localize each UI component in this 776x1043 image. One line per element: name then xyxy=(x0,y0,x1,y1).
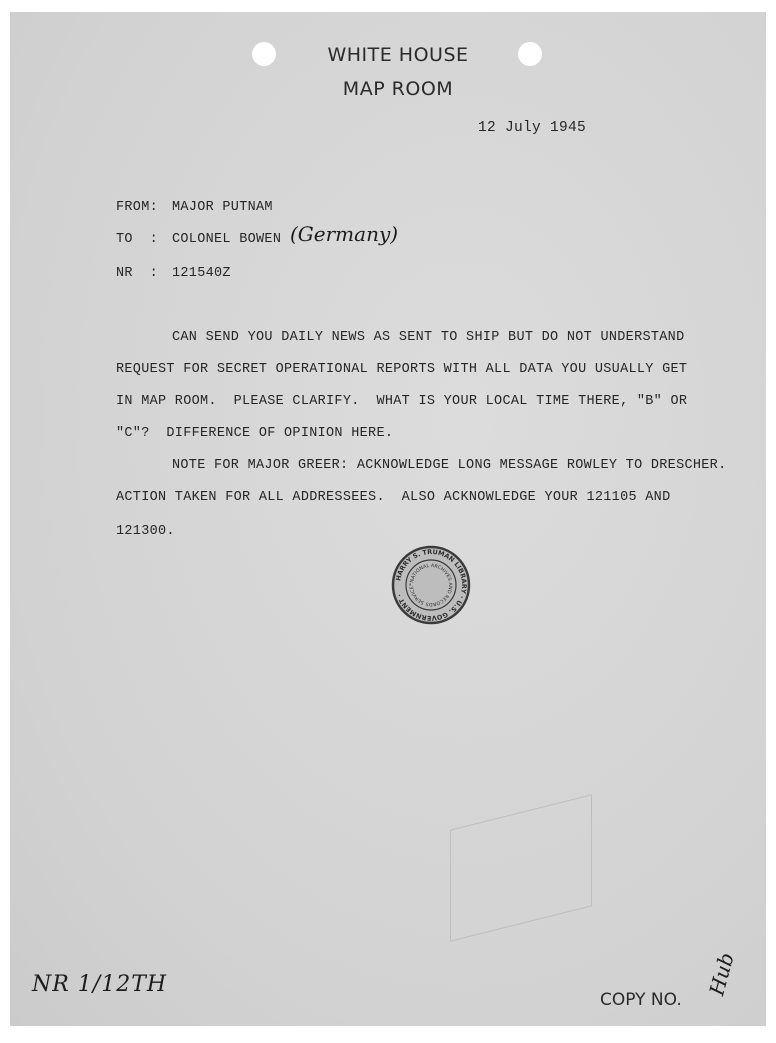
body-line: "C"? DIFFERENCE OF OPINION HERE. xyxy=(116,426,394,441)
body-line: NOTE FOR MAJOR GREER: ACKNOWLEDGE LONG MESSAGE ROWLEY TO DRESCHER. xyxy=(172,458,727,473)
from-value: MAJOR PUTNAM xyxy=(172,200,273,215)
header-title: WHITE HOUSE xyxy=(327,44,469,66)
header-subtitle: MAP ROOM xyxy=(342,78,454,100)
to-handwritten-annotation: (Germany) xyxy=(290,222,399,246)
svg-text:HARRY S. TRUMAN LIBRARY · U.S.: HARRY S. TRUMAN LIBRARY · U.S. GOVERNMENT · xyxy=(394,547,469,623)
body-line: REQUEST FOR SECRET OPERATIONAL REPORTS WITH ALL DATA YOU USUALLY GET xyxy=(116,362,688,377)
document-page xyxy=(10,12,766,1026)
nr-value: 121540Z xyxy=(172,266,231,281)
message-date: 12 July 1945 xyxy=(478,120,587,136)
archive-seal-stamp xyxy=(390,544,472,626)
handwritten-initials: Hub xyxy=(704,950,739,998)
body-line: CAN SEND YOU DAILY NEWS AS SENT TO SHIP BUT DO NOT UNDERSTAND xyxy=(172,330,685,345)
body-line: IN MAP ROOM. PLEASE CLARIFY. WHAT IS YOUR LOCAL TIME THERE, "B" OR xyxy=(116,394,688,409)
handwritten-nr-note: NR 1/12TH xyxy=(32,972,168,997)
to-label: TO : xyxy=(116,232,159,247)
body-line: 121300. xyxy=(116,524,175,539)
nr-label: NR : xyxy=(116,266,159,281)
body-line: ACTION TAKEN FOR ALL ADDRESSEES. ALSO ACKNOWLEDGE YOUR 121105 AND xyxy=(116,490,671,505)
faint-paper-mark xyxy=(450,794,592,941)
to-value: COLONEL BOWEN xyxy=(172,232,282,247)
copy-number-label: COPY NO. xyxy=(600,990,682,1010)
svg-text:"NATIONAL ARCHIVES AND RECORDS: "NATIONAL ARCHIVES AND RECORDS SERVICE" xyxy=(409,563,453,607)
from-label: FROM: xyxy=(116,200,159,215)
